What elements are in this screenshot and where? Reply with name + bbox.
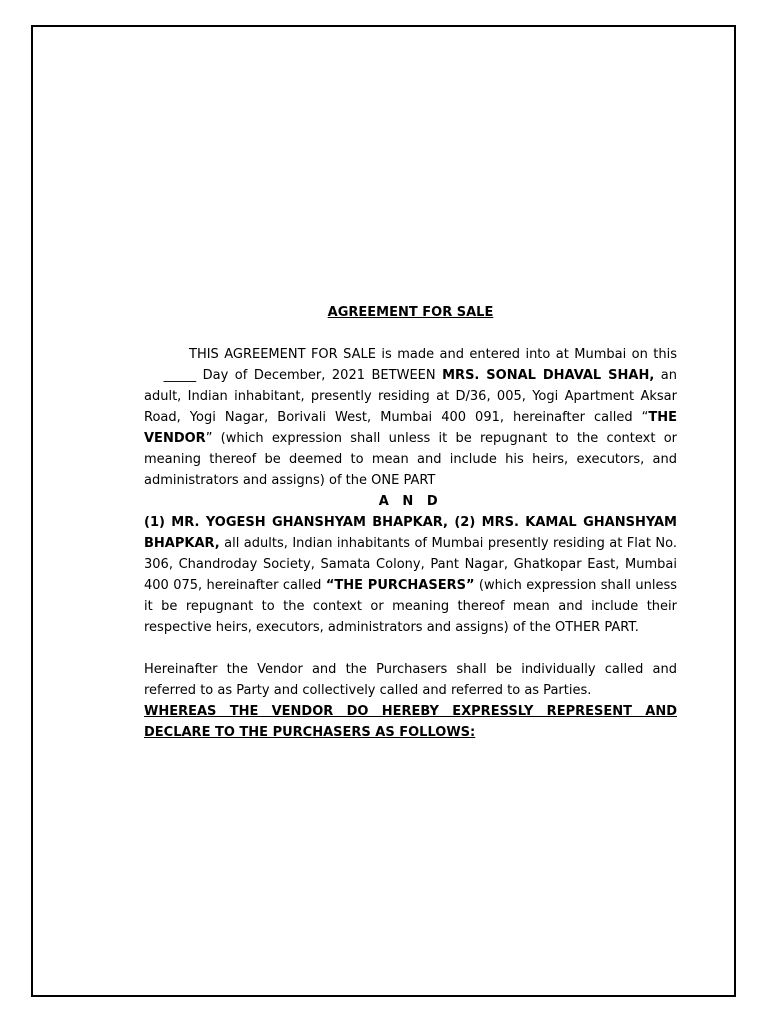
parties-purchaser-paragraph bbox=[144, 512, 677, 638]
vendor-name: MRS. SONAL DHAVAL SHAH, bbox=[442, 368, 655, 383]
para2-text-2: (which expression shall unless it be repugnant to the context or meaning thereof mean and include their respective heirs, executors, administrators and assigns) of the OTHER PART. bbox=[144, 578, 678, 635]
para1-text-1: THIS AGREEMENT FOR SALE is made and entered into at Mumbai on this bbox=[189, 347, 677, 362]
document-title: AGREEMENT FOR SALE bbox=[327, 305, 494, 320]
paragraph-spacer bbox=[144, 638, 677, 659]
para2-text-1: all adults, Indian inhabitants of Mumbai presently residing at Flat No. 306, Chandroday Society, Samata Colony, Pant Nagar, Ghatkopar East, Mumbai 400 075, hereinafter called bbox=[144, 536, 677, 593]
para1-text-2: Day of December, 2021 BETWEEN bbox=[202, 368, 443, 383]
whereas-heading: WHEREAS THE VENDOR DO HEREBY EXPRESSLY REPRESENT AND DECLARE TO THE PURCHASERS AS FOLLOWS: bbox=[144, 704, 677, 740]
para1-text-4: ” (which expression shall unless it be repugnant to the context or meaning thereof be deemed to mean and include his heirs, executors, and administrators and assigns) of the ONE PART bbox=[144, 431, 677, 488]
document-body bbox=[144, 302, 677, 743]
and-separator: A N D bbox=[378, 494, 443, 509]
date-blank: _____ bbox=[144, 368, 203, 383]
vendor-term: THE VENDOR bbox=[144, 410, 677, 446]
parties-vendor-paragraph bbox=[144, 344, 677, 491]
purchaser-names: (1) MR. YOGESH GHANSHYAM BHAPKAR, (2) MRS. KAMAL GHANSHYAM BHAPKAR, bbox=[144, 515, 677, 551]
purchaser-term: “THE PURCHASERS” bbox=[325, 578, 475, 593]
para1-text-3: an adult, Indian inhabitant, presently residing at D/36, 005, Yogi Apartment Aksar Road, Yogi Nagar, Borivali West, Mumbai 400 091, hereinafter called “ bbox=[144, 368, 677, 425]
definitions-paragraph: Hereinafter the Vendor and the Purchasers shall be individually called and referred to as Party and collectively called and referred to as Parties. bbox=[144, 662, 677, 698]
